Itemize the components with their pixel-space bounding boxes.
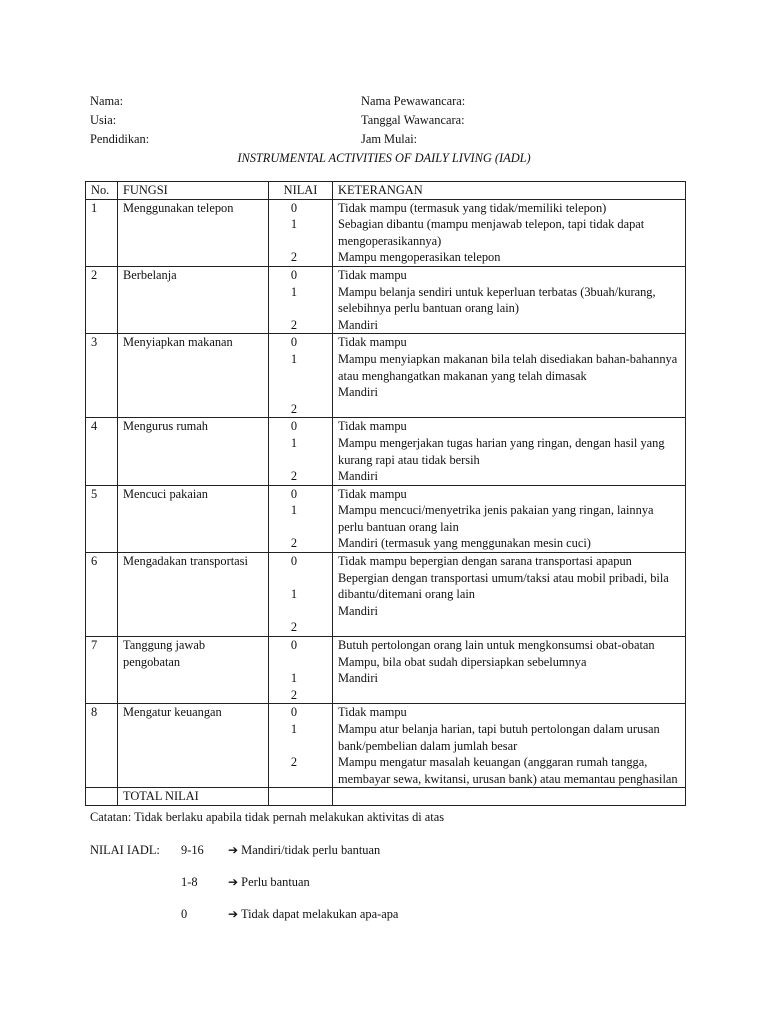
total-row xyxy=(86,788,686,806)
range-value: 9-16 xyxy=(181,843,204,857)
row-keterangan xyxy=(333,704,686,788)
total-row-number-cell xyxy=(86,788,118,806)
score-value: 0 xyxy=(290,200,298,215)
row-fungsi: Menyiapkan makanan xyxy=(118,334,269,418)
range-value: 0 xyxy=(181,907,188,921)
catatan-note: Catatan: Tidak berlaku apabila tidak pernah melakukan aktivitas di atas xyxy=(90,810,445,824)
score-value: 1 xyxy=(290,351,298,366)
keterangan-item: Mampu menyiapkan makanan bila telah disediakan bahan-bahannya atau menghangatkan makanan yang telah dimasak xyxy=(338,351,678,383)
row-fungsi: Mencuci pakaian xyxy=(118,485,269,552)
total-label: TOTAL NILAI xyxy=(118,788,269,806)
keterangan-item: Bepergian dengan transportasi umum/taksi atau mobil pribadi, bila dibantu/ditemani orang lain xyxy=(338,570,669,602)
table-row xyxy=(86,266,686,333)
score-value: 2 xyxy=(290,755,298,770)
keterangan-item: Mandiri (termasuk yang menggunakan mesin cuci) xyxy=(338,536,591,551)
row-number: 2 xyxy=(86,266,118,333)
table-header-row xyxy=(86,182,686,200)
document-title: INSTRUMENTAL ACTIVITIES OF DAILY LIVING (IADL) xyxy=(237,151,531,165)
score-value: 0 xyxy=(290,419,298,434)
keterangan-item: Tidak mampu xyxy=(338,486,407,501)
range-text: Tidak dapat melakukan apa-apa xyxy=(240,907,399,921)
keterangan-item: Tidak mampu xyxy=(338,267,407,282)
range-description xyxy=(228,874,310,891)
row-keterangan xyxy=(333,334,686,418)
keterangan-item: Mandiri xyxy=(338,671,378,686)
range-text: Perlu bantuan xyxy=(241,875,310,889)
column-header-fungsi: FUNGSI xyxy=(118,182,269,200)
column-header-no: No. xyxy=(86,182,118,200)
row-scores xyxy=(269,553,333,637)
total-keterangan-cell xyxy=(333,788,686,806)
score-value: 1 xyxy=(290,671,298,686)
row-scores xyxy=(269,199,333,266)
row-keterangan xyxy=(333,637,686,704)
score-value: 0 xyxy=(290,335,298,350)
table-row xyxy=(86,553,686,637)
table-row xyxy=(86,199,686,266)
keterangan-item: Tidak mampu xyxy=(338,419,407,434)
row-number: 3 xyxy=(86,334,118,418)
keterangan-item: Sebagian dibantu (mampu menjawab telepon, tapi tidak dapat mengoperasikannya) xyxy=(338,217,645,248)
column-header-keterangan: KETERANGAN xyxy=(333,182,686,200)
tanggal-wawancara-label: Tanggal Wawancara: xyxy=(361,113,465,127)
score-value: 2 xyxy=(290,536,298,551)
score-value: 1 xyxy=(290,284,298,299)
row-fungsi: Berbelanja xyxy=(118,266,269,333)
score-value: 1 xyxy=(290,435,298,450)
jam-mulai-label: Jam Mulai: xyxy=(361,132,418,146)
row-keterangan xyxy=(333,199,686,266)
keterangan-item: Mampu, bila obat sudah dipersiapkan sebelumnya xyxy=(338,654,587,669)
arrow-right-icon: ➔ xyxy=(228,875,239,889)
table-row xyxy=(86,485,686,552)
row-scores xyxy=(269,485,333,552)
keterangan-item: Tidak mampu (termasuk yang tidak/memiliki telepon) xyxy=(338,200,607,215)
range-text: Mandiri/tidak perlu bantuan xyxy=(241,843,381,857)
pendidikan-label: Pendidikan: xyxy=(90,132,150,146)
range-value: 1-8 xyxy=(181,875,198,889)
row-number: 6 xyxy=(86,553,118,637)
keterangan-item: Mampu atur belanja harian, tapi butuh pertolongan dalam urusan bank/pembelian dalam jumlah besar xyxy=(338,722,660,753)
table-row xyxy=(86,704,686,788)
row-keterangan xyxy=(333,266,686,333)
nilai-iadl-label: NILAI IADL: xyxy=(90,843,160,857)
score-value: 1 xyxy=(290,503,298,518)
row-fungsi: Mengadakan transportasi xyxy=(118,553,269,637)
row-scores xyxy=(269,266,333,333)
row-number: 8 xyxy=(86,704,118,788)
score-value: 2 xyxy=(290,469,298,484)
table-row xyxy=(86,637,686,704)
keterangan-item: Mampu belanja sendiri untuk keperluan terbatas (3buah/kurang, selebihnya perlu bantuan orang lain) xyxy=(338,284,656,316)
row-number: 5 xyxy=(86,485,118,552)
column-header-nilai: NILAI xyxy=(269,182,333,200)
row-fungsi: Menggunakan telepon xyxy=(118,199,269,266)
row-scores xyxy=(269,704,333,788)
range-description xyxy=(228,842,380,859)
row-scores xyxy=(269,637,333,704)
usia-label: Usia: xyxy=(90,113,117,127)
score-value: 0 xyxy=(290,554,298,569)
row-fungsi: Mengurus rumah xyxy=(118,418,269,485)
total-value-cell xyxy=(269,788,333,806)
row-keterangan xyxy=(333,485,686,552)
score-value: 0 xyxy=(290,705,298,720)
keterangan-item: Tidak mampu xyxy=(338,335,407,350)
nama-label: Nama: xyxy=(90,94,124,108)
arrow-right-icon: ➔ xyxy=(228,907,239,921)
row-number: 1 xyxy=(86,199,118,266)
row-scores xyxy=(269,334,333,418)
keterangan-item: Mampu mengoperasikan telepon xyxy=(338,250,501,265)
keterangan-item: Mandiri xyxy=(338,469,378,484)
keterangan-item: Mampu mengerjakan tugas harian yang ringan, dengan hasil yang kurang rapi atau tidak bersih xyxy=(338,435,665,467)
score-value: 0 xyxy=(290,267,298,282)
table-row xyxy=(86,418,686,485)
score-value: 1 xyxy=(290,217,298,232)
keterangan-item: Tidak mampu xyxy=(338,705,407,720)
row-number: 7 xyxy=(86,637,118,704)
row-fungsi: Mengatur keuangan xyxy=(118,704,269,788)
keterangan-item: Mandiri xyxy=(338,603,378,618)
keterangan-item: Mandiri xyxy=(338,317,378,332)
arrow-right-icon: ➔ xyxy=(228,843,239,857)
score-value: 0 xyxy=(290,638,298,653)
row-fungsi: Tanggung jawab pengobatan xyxy=(118,637,269,704)
row-number: 4 xyxy=(86,418,118,485)
score-value: 2 xyxy=(290,620,298,635)
keterangan-item: Butuh pertolongan orang lain untuk mengkonsumsi obat-obatan xyxy=(338,638,655,653)
score-value: 2 xyxy=(290,401,298,416)
score-value: 2 xyxy=(290,687,298,702)
keterangan-item: Mampu mencuci/menyetrika jenis pakaian yang ringan, lainnya perlu bantuan orang lain xyxy=(338,503,654,534)
row-scores xyxy=(269,418,333,485)
range-description xyxy=(228,906,398,923)
score-value: 1 xyxy=(290,722,298,736)
table-row xyxy=(86,334,686,418)
keterangan-item: Mampu mengatur masalah keuangan (anggaran rumah tangga, membayar sewa, kwitansi, urusan bank) atau memantau penghasilan xyxy=(338,755,678,786)
nama-pewawancara-label: Nama Pewawancara: xyxy=(361,94,466,108)
score-value: 1 xyxy=(290,587,298,602)
keterangan-item: Tidak mampu bepergian dengan sarana transportasi apapun xyxy=(338,554,632,569)
row-keterangan xyxy=(333,553,686,637)
iadl-table xyxy=(85,181,686,806)
keterangan-item: Mandiri xyxy=(338,385,378,400)
score-value: 2 xyxy=(290,250,298,265)
score-value: 2 xyxy=(290,317,298,332)
row-keterangan xyxy=(333,418,686,485)
score-value: 0 xyxy=(290,486,298,501)
